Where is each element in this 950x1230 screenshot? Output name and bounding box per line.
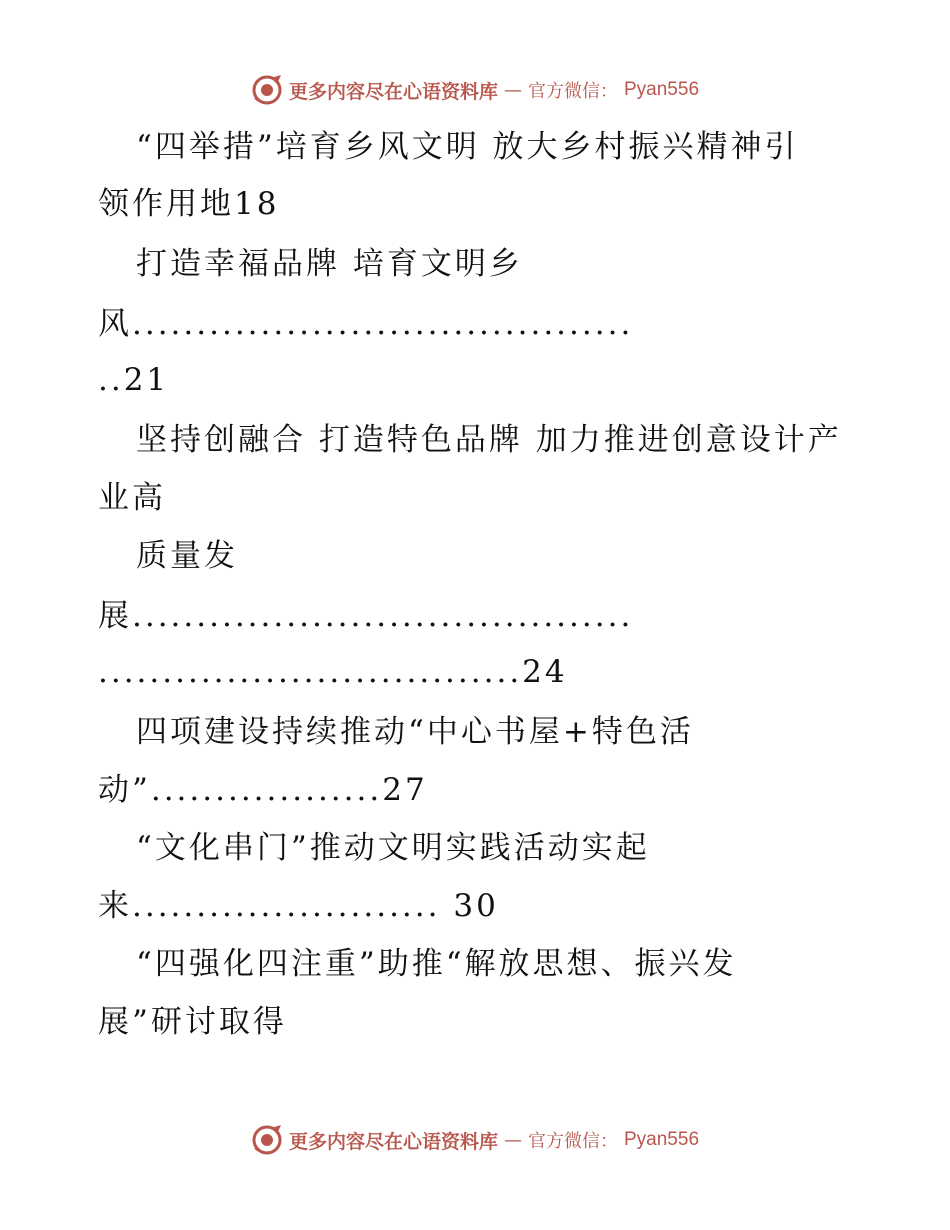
toc-line: 质量发 bbox=[136, 538, 238, 574]
banner-wechat-label: 官方微信： bbox=[528, 1131, 618, 1152]
banner-wechat-id: Pyan556 bbox=[624, 79, 700, 100]
toc-line: 坚持创融合 打造特色品牌 加力推进创意设计产 bbox=[136, 422, 842, 458]
header-watermark bbox=[0, 70, 950, 110]
toc-line: 来........................ 30 bbox=[98, 888, 499, 924]
toc-line: 展....................................... bbox=[98, 598, 634, 634]
toc-line: “四强化四注重”助推“解放思想、振兴发 bbox=[136, 946, 737, 982]
banner-wechat-id: Pyan556 bbox=[624, 1129, 700, 1150]
toc-line: ..21 bbox=[98, 362, 170, 398]
toc-line: 四项建设持续推动“中心书屋+特色活 bbox=[136, 714, 694, 750]
toc-line: 打造幸福品牌 培育文明乡 bbox=[136, 246, 523, 282]
toc-line: 风....................................... bbox=[98, 306, 634, 342]
toc-line: .................................24 bbox=[98, 654, 568, 690]
banner-wechat-label: 官方微信： bbox=[528, 81, 618, 102]
toc-line: 动”..................27 bbox=[98, 772, 428, 808]
banner-separator: — bbox=[504, 79, 522, 101]
banner-separator: — bbox=[504, 1129, 522, 1151]
toc-line: “四举措”培育乡风文明 放大乡村振兴精神引 bbox=[136, 129, 799, 165]
toc-line: 领作用地18 bbox=[98, 186, 280, 222]
banner-brand: 更多内容尽在心语资料库 bbox=[288, 1130, 498, 1153]
toc-line: “文化串门”推动文明实践活动实起 bbox=[136, 830, 650, 866]
banner-brand: 更多内容尽在心语资料库 bbox=[288, 80, 498, 103]
toc-line: 业高 bbox=[98, 480, 166, 516]
toc-line: 展”研讨取得 bbox=[98, 1004, 287, 1040]
pen-logo-icon bbox=[251, 74, 283, 106]
footer-watermark bbox=[0, 1120, 950, 1160]
pen-logo-icon bbox=[251, 1124, 283, 1156]
